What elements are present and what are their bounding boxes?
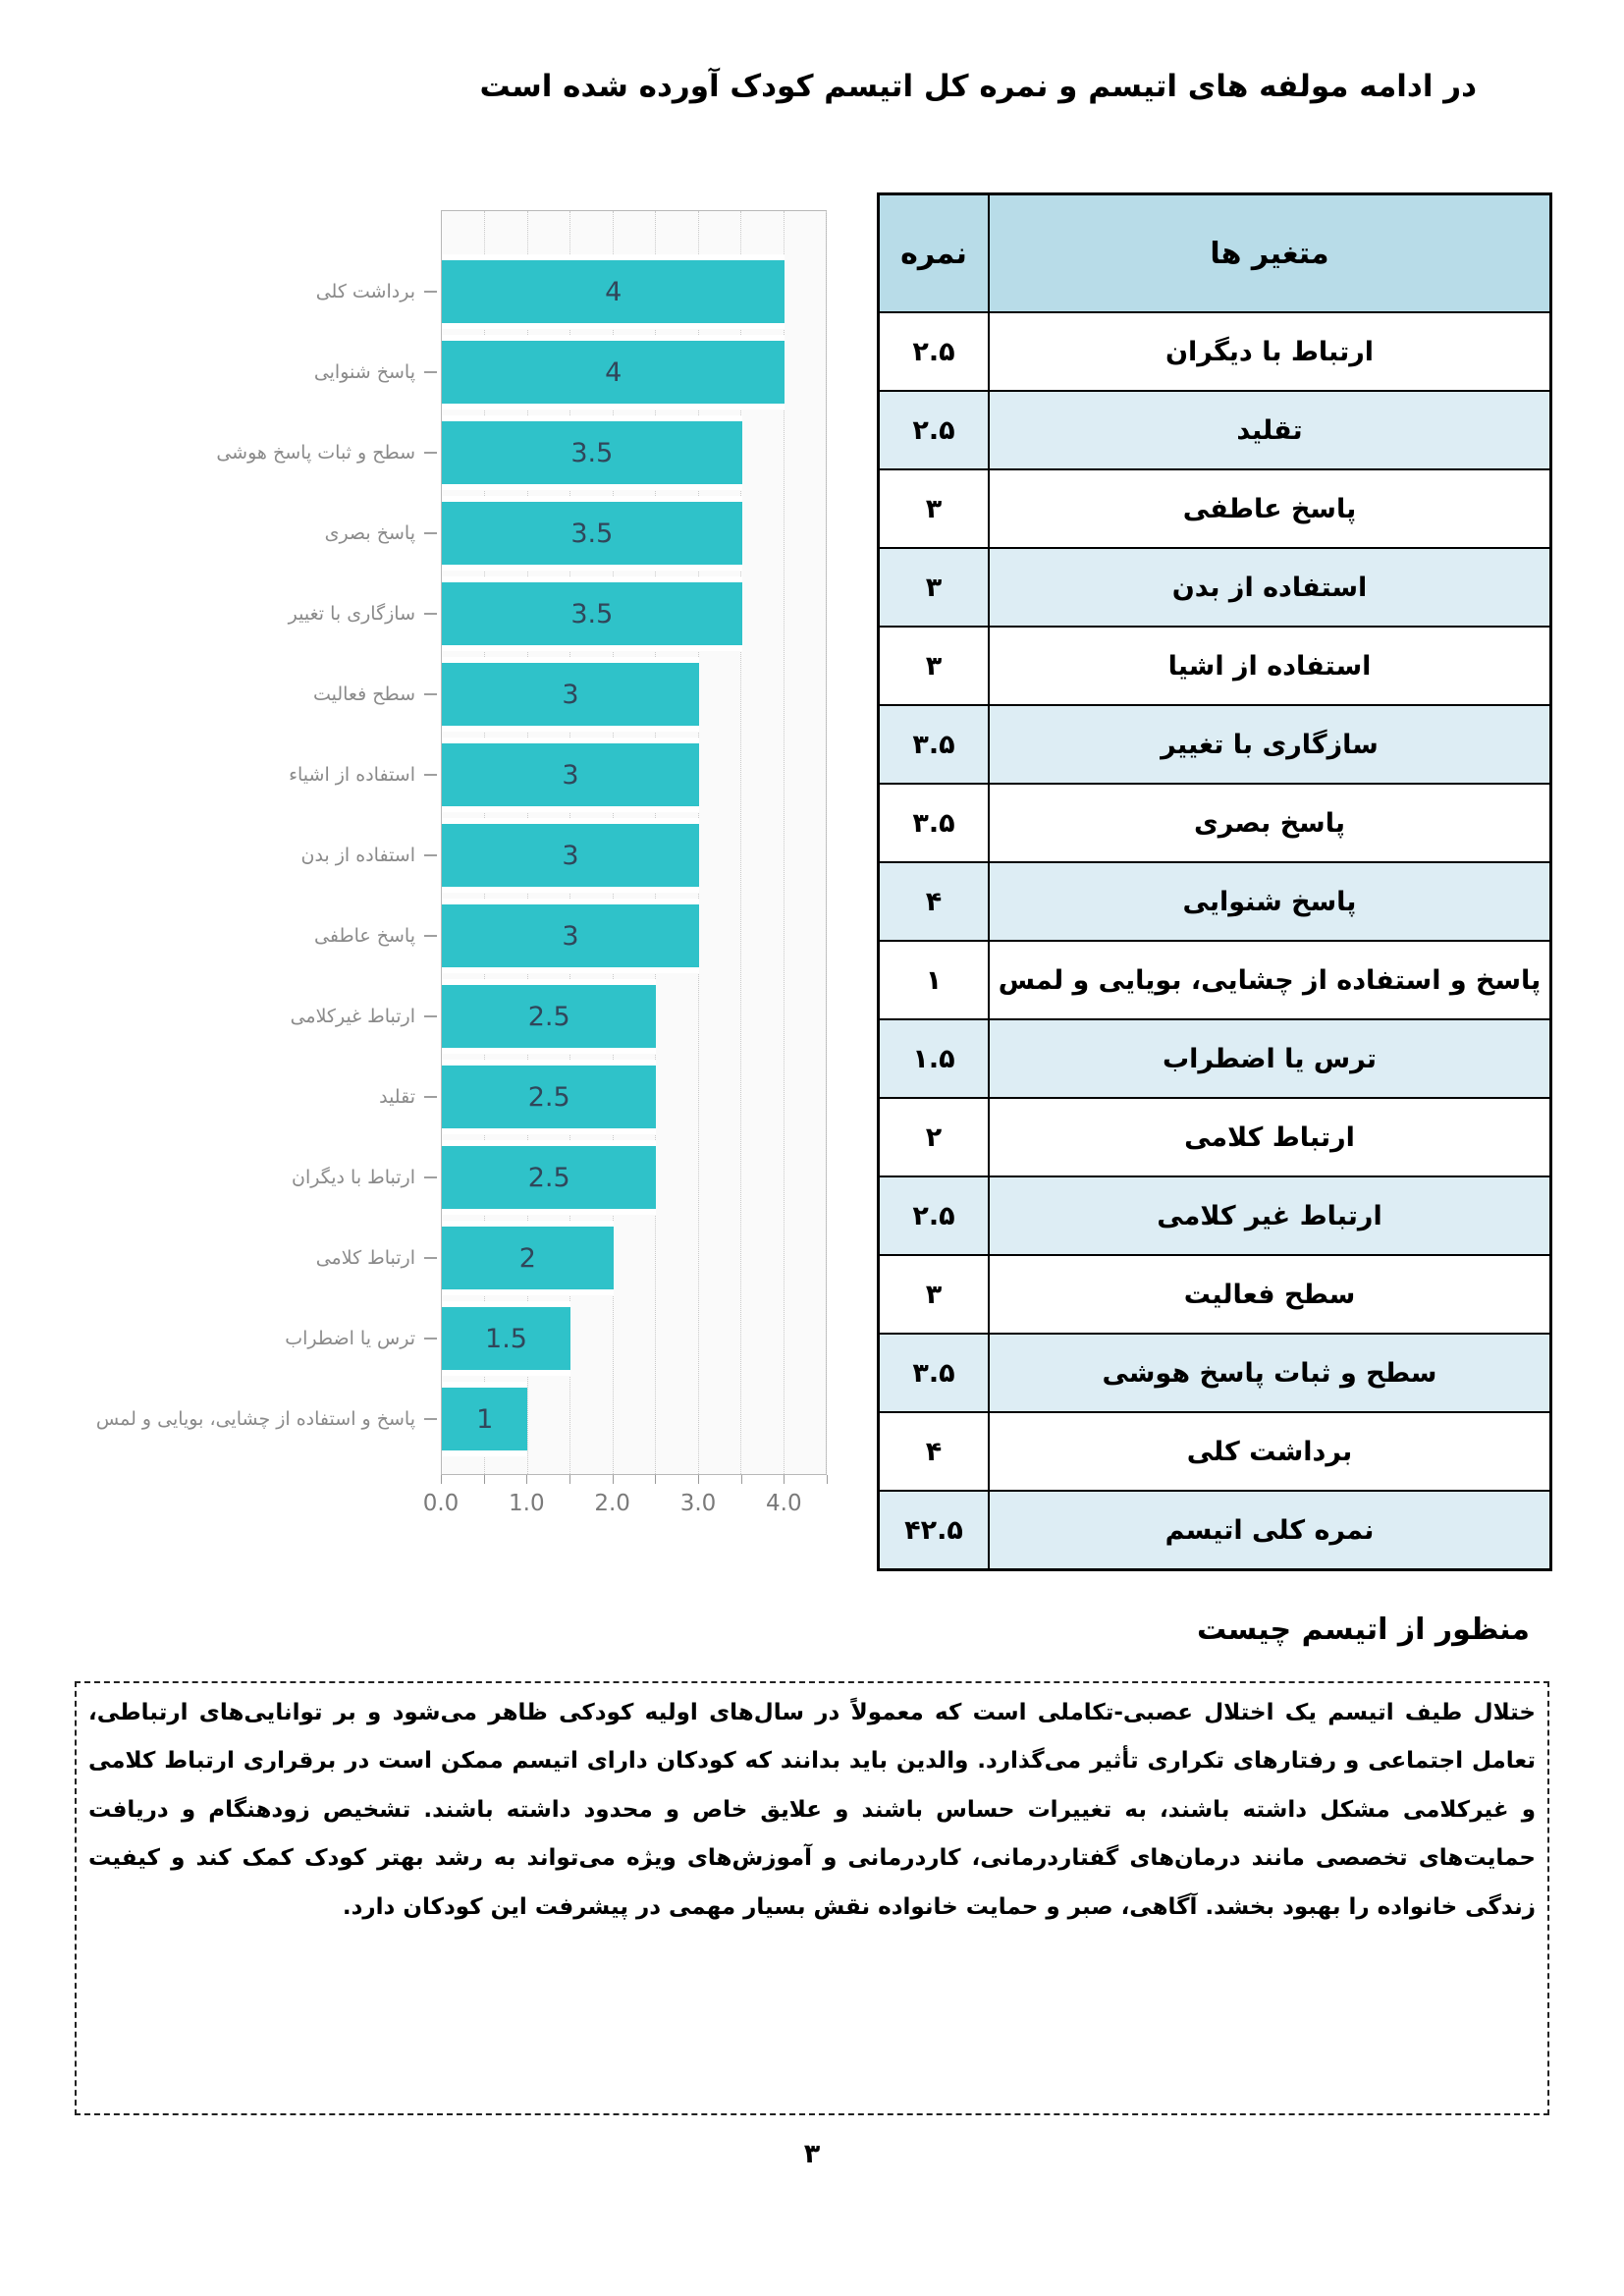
- chart-bar: [442, 657, 699, 732]
- info-box: [75, 1681, 1549, 2115]
- x-axis-tick-label: 0.0: [422, 1491, 460, 1516]
- table-cell-variable: سطح و ثبات پاسخ هوشی: [990, 1335, 1549, 1411]
- x-axis-tick-label: 4.0: [766, 1491, 802, 1516]
- chart-bar: [442, 1382, 527, 1456]
- chart-label-row: [90, 412, 441, 493]
- scores-table: [877, 192, 1552, 1571]
- category-tick-mark: [424, 1176, 437, 1178]
- table-cell-variable: ارتباط کلامی: [990, 1099, 1549, 1175]
- chart-category-label: تقلید: [379, 1085, 415, 1108]
- chart-label-row: [90, 815, 441, 896]
- chart-bar-row: [441, 251, 827, 332]
- table-cell-score: ۴۲.۵: [880, 1492, 988, 1568]
- x-axis-tick: [784, 1475, 785, 1484]
- table-cell-variable: پاسخ بصری: [990, 785, 1549, 861]
- chart-bar-row: [441, 1137, 827, 1218]
- chart-category-label: سطح فعالیت: [312, 683, 415, 705]
- chart-bar-value: 3: [562, 679, 579, 710]
- chart-bar: [442, 1140, 656, 1215]
- table-cell-variable: برداشت کلی: [990, 1413, 1549, 1490]
- chart-label-row: [90, 493, 441, 574]
- x-axis-tick: [655, 1475, 656, 1484]
- table-cell-variable: پاسخ عاطفی: [990, 470, 1549, 547]
- chart-category-label: استفاده از اشیاء: [289, 763, 415, 786]
- chart-bar-row: [441, 896, 827, 976]
- page-number: ۳: [803, 2139, 821, 2169]
- table-cell-variable: سطح فعالیت: [990, 1256, 1549, 1333]
- chart-category-label: پاسخ شنوایی: [313, 360, 415, 383]
- chart-label-row: [90, 1298, 441, 1379]
- chart-bar: [442, 254, 785, 329]
- chart-bar-value: 3.5: [570, 518, 614, 549]
- chart-category-label: پاسخ و استفاده از چشایی، بویایی و لمس: [95, 1407, 415, 1430]
- chart-label-row: [90, 574, 441, 654]
- x-axis-tick: [526, 1475, 527, 1484]
- chart-label-row: [90, 654, 441, 735]
- chart-bar: [442, 1060, 656, 1134]
- category-tick-mark: [424, 1015, 437, 1017]
- table-cell-score: ۳: [880, 628, 988, 704]
- table-cell-variable: تقلید: [990, 392, 1549, 468]
- category-tick-mark: [424, 613, 437, 615]
- table-cell-variable: استفاده از اشیا: [990, 628, 1549, 704]
- category-tick-mark: [424, 935, 437, 937]
- x-axis-tick: [441, 1475, 442, 1484]
- chart-category-label: برداشت کلی: [315, 280, 415, 302]
- chart-bar-row: [441, 815, 827, 896]
- chart-bar-row: [441, 493, 827, 574]
- chart-label-row: [90, 976, 441, 1057]
- x-axis: [422, 1475, 827, 1534]
- chart-bar-row: [441, 574, 827, 654]
- table-cell-variable: ارتباط غیر کلامی: [990, 1177, 1549, 1254]
- table-cell-variable: ترس یا اضطراب: [990, 1020, 1549, 1097]
- x-axis-tick: [613, 1475, 614, 1484]
- category-tick-mark: [424, 532, 437, 534]
- chart-bar-row: [441, 654, 827, 735]
- info-section-heading: منظور از اتیسم چیست: [1196, 1613, 1530, 1647]
- table-cell-variable: ارتباط با دیگران: [990, 313, 1549, 390]
- x-axis-tick-label: 2.0: [594, 1491, 630, 1516]
- chart-bar-row: [441, 735, 827, 815]
- category-tick-mark: [424, 1338, 437, 1339]
- category-tick-mark: [424, 1418, 437, 1420]
- category-tick-mark: [424, 1096, 437, 1098]
- x-axis-tick-label: 1.0: [509, 1491, 545, 1516]
- chart-bar-value: 3.5: [570, 437, 614, 468]
- chart-bar-value: 3.5: [570, 598, 614, 629]
- table-cell-score: ۳.۵: [880, 785, 988, 861]
- category-tick-mark: [424, 774, 437, 776]
- chart-label-row: [90, 1137, 441, 1218]
- chart-bar-value: 1.5: [485, 1323, 527, 1354]
- table-cell-score: ۳.۵: [880, 1335, 988, 1411]
- chart-bar-row: [441, 412, 827, 493]
- chart-category-label: ارتباط با دیگران: [292, 1166, 415, 1188]
- chart-bar: [442, 335, 785, 410]
- chart-category-label: پاسخ عاطفی: [314, 924, 415, 947]
- table-cell-score: ۳: [880, 549, 988, 626]
- table-cell-score: ۲: [880, 1099, 988, 1175]
- chart-label-row: [90, 1057, 441, 1137]
- chart-bar-value: 4: [605, 276, 623, 307]
- chart-bar-value: 2.5: [527, 1081, 570, 1113]
- chart-category-label: استفاده از بدن: [300, 844, 415, 866]
- table-cell-score: ۳.۵: [880, 706, 988, 783]
- chart-category-label: ارتباط کلامی: [315, 1246, 415, 1269]
- table-cell-score: ۴: [880, 863, 988, 940]
- x-axis-tick: [741, 1475, 742, 1484]
- chart-bar-value: 4: [605, 356, 623, 388]
- table-cell-variable: پاسخ شنوایی: [990, 863, 1549, 940]
- category-tick-mark: [424, 693, 437, 695]
- header-cell-variable: متغیر ها: [990, 195, 1549, 311]
- chart-bar: [442, 979, 656, 1054]
- chart-bar: [442, 899, 699, 973]
- chart-bar-row: [441, 332, 827, 412]
- header-cell-score: نمره: [880, 195, 988, 311]
- info-paragraph: ختلال طیف اتیسم یک اختلال عصبی-تکاملی است که معمولاً در سال‌های اولیه کودکی ظاهر می‌شود و بر توانایی‌های ارتباطی، تعامل اجتماعی و رفتارهای تکراری تأثیر می‌گذارد. والدین باید بدانند که کودکان دارای اتیسم ممکن است در برقراری ارتباط کلامی و غیرکلامی مشکل داشته باشند، به تغییرات حساس باشند و علایق خاص و محدود داشته باشند. تشخیص زودهنگام و دریافت حمایت‌های تخصصی مانند درمان‌های گفتاردرمانی، کاردرمانی و آموزش‌های ویژه می‌تواند به رشد بهتر کودک کمک کند و کیفیت زندگی خانواده را بهبود بخشد. آگاهی، صبر و حمایت خانواده نقش بسیار مهمی در پیشرفت این کودکان دارد.: [88, 1700, 1536, 1920]
- chart-bar-row: [441, 1298, 827, 1379]
- x-axis-tick: [698, 1475, 699, 1484]
- table-cell-score: ۲.۵: [880, 392, 988, 468]
- chart-bar: [442, 496, 742, 571]
- chart-bar-value: 2.5: [527, 1162, 570, 1193]
- x-axis-tick: [484, 1475, 485, 1484]
- category-tick-mark: [424, 452, 437, 454]
- table-cell-score: ۳: [880, 1256, 988, 1333]
- table-cell-score: ۲.۵: [880, 313, 988, 390]
- chart-bar: [442, 415, 742, 490]
- chart-category-label: ترس یا اضطراب: [285, 1327, 415, 1349]
- category-tick-mark: [424, 854, 437, 856]
- chart-bar-value: 2: [518, 1242, 536, 1274]
- chart-bar: [442, 738, 699, 812]
- chart-bar-row: [441, 1379, 827, 1459]
- x-axis-tick-label: 3.0: [679, 1491, 717, 1516]
- chart-bar-value: 1: [476, 1403, 494, 1435]
- x-axis-tick: [569, 1475, 570, 1484]
- chart-label-row: [90, 251, 441, 332]
- chart-bar: [442, 576, 742, 651]
- chart-label-row: [90, 1218, 441, 1298]
- chart-label-row: [90, 896, 441, 976]
- chart-bar-row: [441, 1218, 827, 1298]
- chart-bar-value: 3: [562, 920, 579, 952]
- category-tick-mark: [424, 291, 437, 293]
- chart-category-label: ارتباط غیرکلامی: [290, 1005, 415, 1027]
- table-cell-score: ۱: [880, 942, 988, 1018]
- chart-bar: [442, 818, 699, 893]
- chart-label-row: [90, 332, 441, 412]
- table-cell-score: ۲.۵: [880, 1177, 988, 1254]
- chart-category-labels: [90, 251, 441, 1459]
- x-axis-tick: [827, 1475, 828, 1484]
- chart-category-label: پاسخ بصری: [324, 521, 415, 544]
- page-title: در ادامه مولفه های اتیسم و نمره کل اتیسم کودک آورده شده است: [479, 69, 1477, 104]
- chart-bar-row: [441, 976, 827, 1057]
- chart-bar-value: 3: [562, 840, 579, 871]
- table-cell-score: ۳: [880, 470, 988, 547]
- table-cell-variable: نمره کلی اتیسم: [990, 1492, 1549, 1568]
- category-tick-mark: [424, 1257, 437, 1259]
- table-cell-score: ۴: [880, 1413, 988, 1490]
- chart-label-row: [90, 735, 441, 815]
- chart-category-label: سازگاری با تغییر: [288, 602, 415, 625]
- autism-bar-chart: [90, 210, 829, 1546]
- chart-bars: [441, 251, 827, 1459]
- chart-bar: [442, 1221, 614, 1295]
- chart-bar-value: 3: [562, 759, 579, 791]
- table-cell-variable: استفاده از بدن: [990, 549, 1549, 626]
- chart-category-label: سطح و ثبات پاسخ هوشی: [216, 441, 415, 464]
- chart-bar-value: 2.5: [527, 1001, 570, 1032]
- chart-bar: [442, 1301, 570, 1376]
- chart-label-row: [90, 1379, 441, 1459]
- table-cell-variable: پاسخ و استفاده از چشایی، بویایی و لمس: [990, 942, 1549, 1018]
- table-cell-variable: سازگاری با تغییر: [990, 706, 1549, 783]
- chart-bar-row: [441, 1057, 827, 1137]
- table-cell-score: ۱.۵: [880, 1020, 988, 1097]
- category-tick-mark: [424, 371, 437, 373]
